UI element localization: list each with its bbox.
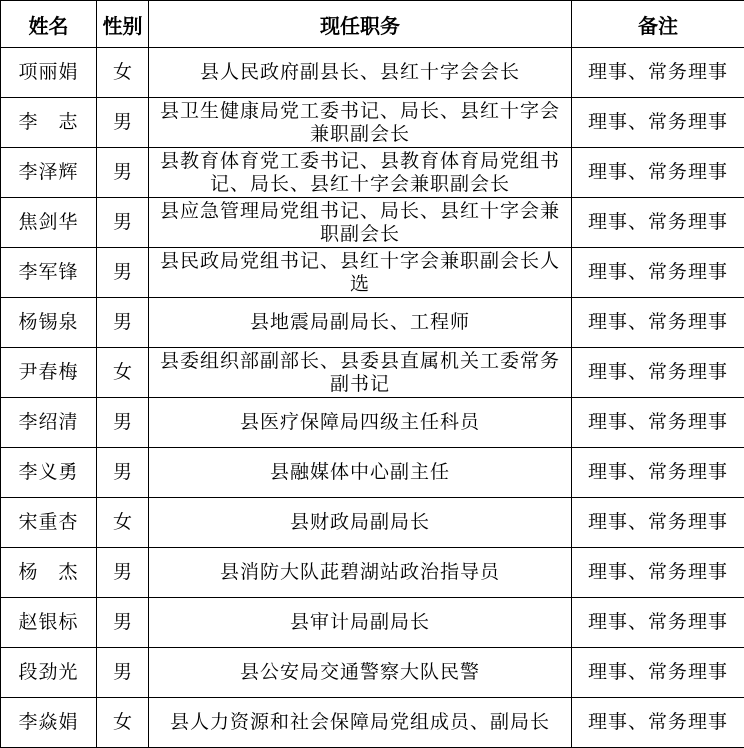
table-row: [1, 548, 744, 598]
cell-note: 理事、常务理事: [572, 498, 744, 548]
header-gender: 性别: [97, 1, 149, 48]
cell-note: 理事、常务理事: [572, 548, 744, 598]
cell-gender: 女: [97, 48, 149, 98]
cell-name: 李军锋: [1, 248, 97, 298]
cell-position: 县民政局党组书记、县红十字会兼职副会长人选: [149, 248, 572, 298]
cell-position: 县委组织部副部长、县委县直属机关工委常务副书记: [149, 348, 572, 398]
cell-gender: 男: [97, 248, 149, 298]
cell-gender: 男: [97, 148, 149, 198]
cell-note: 理事、常务理事: [572, 48, 744, 98]
cell-position: 县融媒体中心副主任: [149, 448, 572, 498]
cell-note: 理事、常务理事: [572, 598, 744, 648]
cell-note: 理事、常务理事: [572, 198, 744, 248]
cell-position: 县应急管理局党组书记、局长、县红十字会兼职副会长: [149, 198, 572, 248]
header-row: [1, 1, 744, 48]
table-row: [1, 498, 744, 548]
cell-name: 尹春梅: [1, 348, 97, 398]
cell-gender: 男: [97, 598, 149, 648]
cell-gender: 男: [97, 98, 149, 148]
table-row: [1, 98, 744, 148]
table-row: [1, 198, 744, 248]
cell-name: 李绍清: [1, 398, 97, 448]
cell-name: 项丽娟: [1, 48, 97, 98]
cell-position: 县教育体育党工委书记、县教育体育局党组书记、局长、县红十字会兼职副会长: [149, 148, 572, 198]
header-name: 姓名: [1, 1, 97, 48]
cell-position: 县人力资源和社会保障局党组成员、副局长: [149, 698, 572, 748]
cell-gender: 男: [97, 198, 149, 248]
cell-position: 县医疗保障局四级主任科员: [149, 398, 572, 448]
cell-name: 焦剑华: [1, 198, 97, 248]
cell-name: 宋重杏: [1, 498, 97, 548]
table-row: [1, 598, 744, 648]
cell-note: 理事、常务理事: [572, 298, 744, 348]
cell-gender: 女: [97, 348, 149, 398]
cell-name: 杨 杰: [1, 548, 97, 598]
cell-name: 李泽辉: [1, 148, 97, 198]
cell-position: 县人民政府副县长、县红十字会会长: [149, 48, 572, 98]
cell-position: 县公安局交通警察大队民警: [149, 648, 572, 698]
cell-gender: 男: [97, 548, 149, 598]
cell-note: 理事、常务理事: [572, 348, 744, 398]
cell-note: 理事、常务理事: [572, 398, 744, 448]
cell-position: 县消防大队茈碧湖站政治指导员: [149, 548, 572, 598]
table-row: [1, 298, 744, 348]
cell-note: 理事、常务理事: [572, 148, 744, 198]
cell-note: 理事、常务理事: [572, 98, 744, 148]
cell-position: 县卫生健康局党工委书记、局长、县红十字会兼职副会长: [149, 98, 572, 148]
cell-position: 县审计局副局长: [149, 598, 572, 648]
cell-name: 赵银标: [1, 598, 97, 648]
cell-name: 李义勇: [1, 448, 97, 498]
cell-gender: 女: [97, 498, 149, 548]
table-row: [1, 148, 744, 198]
cell-position: 县财政局副局长: [149, 498, 572, 548]
table-row: [1, 48, 744, 98]
table-row: [1, 248, 744, 298]
table-row: [1, 448, 744, 498]
cell-gender: 男: [97, 648, 149, 698]
table-row: [1, 398, 744, 448]
cell-position: 县地震局副局长、工程师: [149, 298, 572, 348]
table-row: [1, 648, 744, 698]
table-row: [1, 348, 744, 398]
cell-gender: 男: [97, 298, 149, 348]
cell-name: 段劲光: [1, 648, 97, 698]
cell-name: 李焱娟: [1, 698, 97, 748]
cell-gender: 男: [97, 448, 149, 498]
cell-name: 杨锡泉: [1, 298, 97, 348]
cell-note: 理事、常务理事: [572, 248, 744, 298]
cell-note: 理事、常务理事: [572, 698, 744, 748]
cell-note: 理事、常务理事: [572, 448, 744, 498]
header-note: 备注: [572, 1, 744, 48]
table-row: [1, 698, 744, 748]
table-body: [1, 48, 744, 748]
cell-gender: 女: [97, 698, 149, 748]
header-position: 现任职务: [149, 1, 572, 48]
cell-name: 李 志: [1, 98, 97, 148]
cell-gender: 男: [97, 398, 149, 448]
cell-note: 理事、常务理事: [572, 648, 744, 698]
